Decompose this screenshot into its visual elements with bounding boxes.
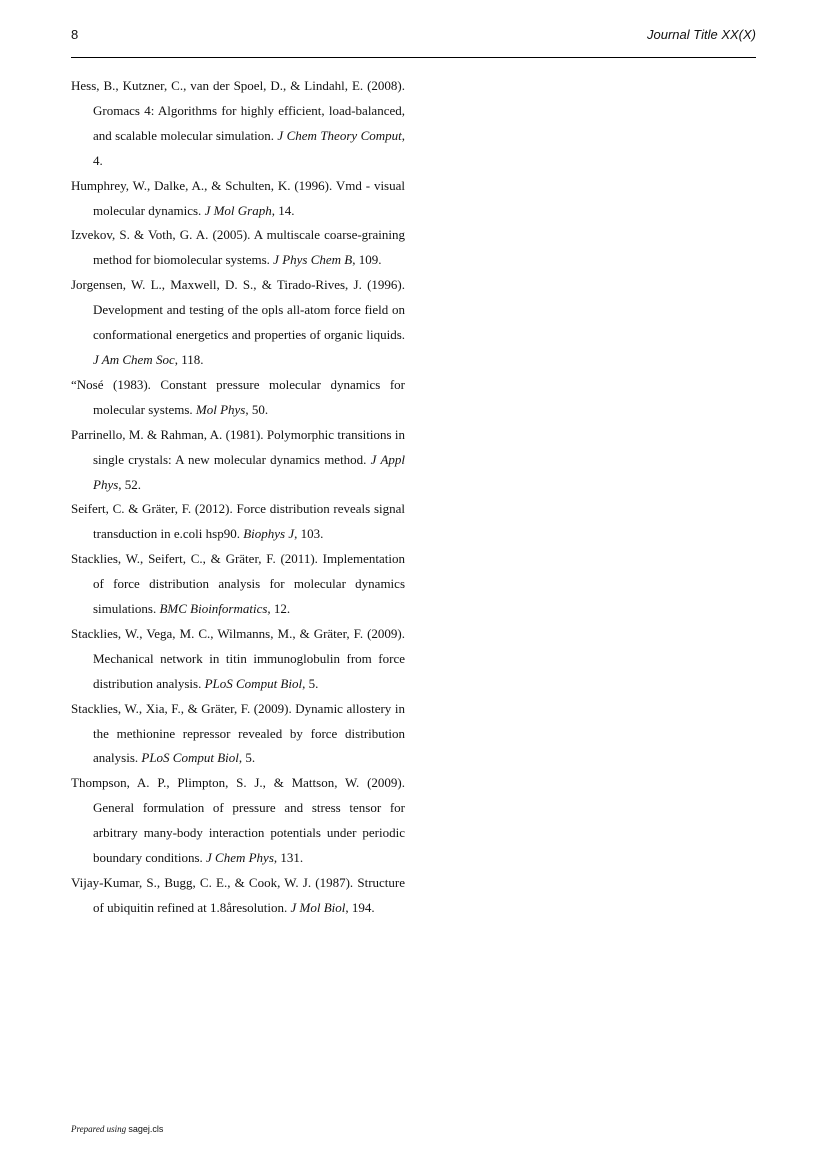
reference-item [71, 174, 405, 224]
journal-title: Journal Title XX(X) [647, 27, 756, 42]
reference-text: Humphrey, W., Dalke, A., & Schulten, K. (1996). Vmd - visual molecular dynamics. [71, 177, 405, 218]
reference-item [71, 223, 405, 273]
reference-volume: , 14. [271, 202, 295, 218]
reference-volume: , 103. [294, 526, 324, 542]
reference-volume: , 4. [93, 127, 405, 168]
reference-text: Stacklies, W., Seifert, C., & Gräter, F. (2011). Implementation of force distribution analysis for molecular dynamics simulations. [71, 551, 405, 617]
class-file-name: sagej.cls [128, 1124, 164, 1134]
reference-journal: J Am Chem Soc [93, 351, 175, 367]
reference-item [71, 547, 405, 622]
reference-journal: PLoS Comput Biol [141, 750, 239, 766]
reference-item [71, 273, 405, 373]
reference-journal: PLoS Comput Biol [204, 675, 303, 691]
prepared-using-text: Prepared using [71, 1124, 129, 1134]
reference-journal: J Appl Phys [93, 451, 405, 492]
reference-item [71, 497, 405, 547]
reference-journal: J Chem Phys [206, 850, 274, 866]
reference-volume: , 12. [267, 601, 291, 617]
reference-journal: J Mol Graph [204, 202, 272, 218]
reference-item [71, 697, 405, 772]
reference-item [71, 871, 405, 921]
reference-volume: , 118. [174, 351, 204, 367]
reference-text: “Nosé (1983). Constant pressure molecular dynamics for molecular systems. [71, 376, 405, 417]
reference-text: Vijay-Kumar, S., Bugg, C. E., & Cook, W. J. (1987). Structure of ubiquitin refined at 1.8åresolution. [71, 875, 405, 915]
reference-text: Thompson, A. P., Plimpton, S. J., & Mattson, W. (2009). General formulation of pressure and stress tensor for arbitrary many-body interaction potentials under periodic boundary conditions. [71, 775, 405, 866]
reference-volume: , 131. [273, 850, 304, 866]
reference-item [71, 373, 405, 423]
reference-text: Stacklies, W., Xia, F., & Gräter, F. (2009). Dynamic allostery in the methionine repressor revealed by force distribution analysis. [71, 700, 405, 766]
reference-item [71, 74, 405, 174]
reference-volume: , 5. [302, 675, 319, 691]
reference-item [71, 622, 405, 697]
reference-volume: , 109. [352, 252, 382, 268]
reference-journal: Mol Phys [195, 401, 246, 417]
page-number: 8 [71, 27, 79, 42]
page-header [71, 27, 756, 58]
reference-volume: , 52. [118, 476, 142, 492]
reference-text: Jorgensen, W. L., Maxwell, D. S., & Tirado-Rives, J. (1996). Development and testing of the opls all-atom force field on conformational energetics and properties of organic liquids. [71, 277, 405, 343]
reference-text: Seifert, C. & Gräter, F. (2012). Force distribution reveals signal transduction in e.coli hsp90. [71, 501, 405, 542]
reference-volume: , 5. [238, 750, 256, 766]
reference-list [71, 74, 405, 921]
reference-journal: Biophys J [243, 526, 295, 542]
reference-journal: BMC Bioinformatics [159, 601, 268, 617]
reference-item [71, 771, 405, 871]
page-footer [71, 1124, 163, 1134]
reference-text: Stacklies, W., Vega, M. C., Wilmanns, M., & Gräter, F. (2009). Mechanical network in titin immunoglobulin from force distribution analysis. [71, 625, 405, 691]
reference-item [71, 423, 405, 498]
reference-text: Parrinello, M. & Rahman, A. (1981). Polymorphic transitions in single crystals: A new molecular dynamics method. [71, 426, 405, 467]
reference-volume: , 194. [345, 899, 375, 915]
reference-text: Hess, B., Kutzner, C., van der Spoel, D., & Lindahl, E. (2008). Gromacs 4: Algorithms for highly efficient, load-balanced, and scalable molecular simulation. [71, 78, 405, 143]
reference-journal: J Chem Theory Comput [277, 127, 402, 143]
reference-text: Izvekov, S. & Voth, G. A. (2005). A multiscale coarse-graining method for biomolecular systems. [71, 227, 405, 268]
reference-journal: J Phys Chem B [273, 252, 353, 268]
reference-journal: J Mol Biol [290, 899, 346, 915]
reference-volume: , 50. [245, 401, 269, 417]
